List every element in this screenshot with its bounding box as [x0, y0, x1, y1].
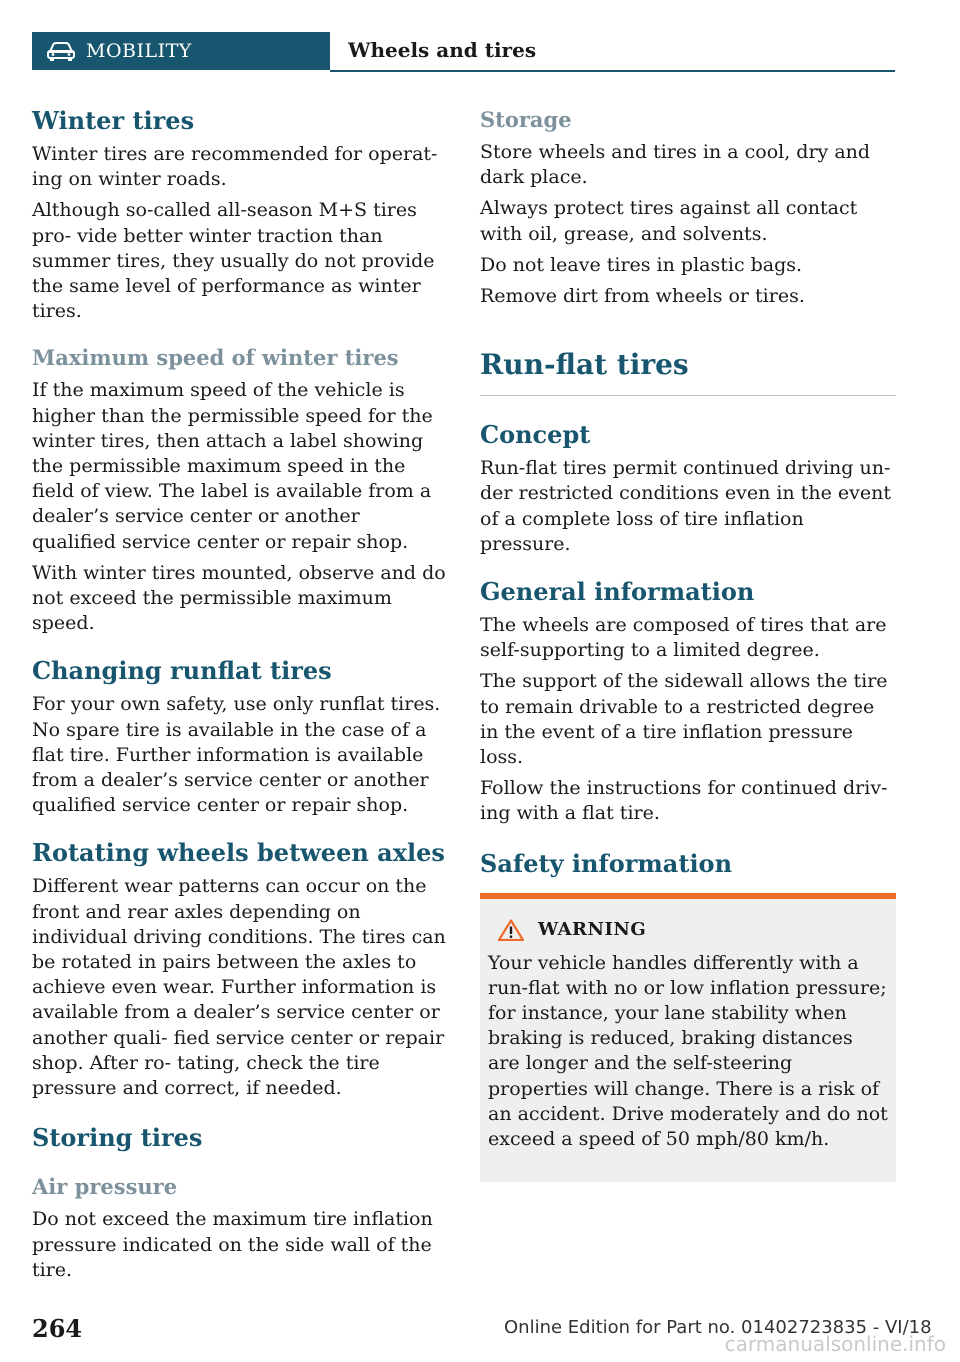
paragraph: Different wear patterns can occur on the front and rear axles depending on individual driving conditions. The tires can be rotated in pairs between the axles to achieve even wear. Further information is available from a dealer’s service center or another quali‐ fied service center or repair shop. After ro‐ tating, check the tire pressure and correct, if needed. [32, 875, 446, 1100]
heading-storage: Storage [480, 107, 572, 132]
page-header [32, 32, 895, 72]
left-column [32, 106, 448, 1283]
car-icon [46, 40, 76, 62]
warning-triangle-icon [498, 919, 524, 941]
heading-run-flat-tires: Run-flat tires [480, 348, 689, 382]
section-name: MOBILITY [86, 40, 192, 62]
heading-air-pressure: Air pressure [32, 1174, 178, 1200]
edition-note: Online Edition for Part no. 01402723835 - VI/18 [504, 1317, 932, 1338]
paragraph: Store wheels and tires in a cool, dry and dark place. [480, 141, 871, 189]
paragraph: Run-flat tires permit continued driving un‐ der restricted conditions even in the event of a complete loss of tire inflation pressure. [480, 457, 891, 555]
paragraph: Remove dirt from wheels or tires. [480, 285, 805, 308]
paragraph: The wheels are composed of tires that are self-supporting to a limited degree. [480, 614, 887, 662]
paragraph: Do not leave tires in plastic bags. [480, 253, 803, 276]
heading-safety-information: Safety information [480, 848, 733, 878]
paragraph: The support of the sidewall allows the tire to remain drivable to a restricted degree in the event of a tire inflation pressure loss. [480, 670, 888, 769]
paragraph: Follow the instructions for continued driv‐ ing with a flat tire. [480, 777, 888, 825]
paragraph: For your own safety, use only runflat tires. No spare tire is available in the case of a flat tire. Further information is available from a dealer’s service center or another qualified service center or repair shop. [32, 693, 441, 817]
page-number: 264 [32, 1314, 83, 1343]
warning-text: Your vehicle handles differently with a run-flat with no or low inflation pressure; for instance, your lane stability when braking is reduced, braking distances are longer and the self-steering properties will change. There is a risk of an accident. Drive moderately and do not exceed a speed of 50 mph/80 km/h. [488, 951, 888, 1151]
right-column [480, 106, 896, 1182]
heading-storing-tires: Storing tires [32, 1123, 203, 1153]
section-divider [480, 395, 896, 396]
heading-general-information: General information [480, 577, 755, 607]
paragraph: Winter tires are recommended for operat‐ ing on winter roads. [32, 143, 438, 191]
paragraph: Always protect tires against all contact with oil, grease, and solvents. [480, 197, 858, 245]
chapter-title: Wheels and tires [348, 38, 537, 62]
heading-rotating-wheels: Rotating wheels between axles [32, 838, 445, 868]
paragraph: Do not exceed the maximum tire inflation pressure indicated on the side wall of the tire. [32, 1208, 433, 1281]
warning-header [488, 919, 888, 941]
heading-concept: Concept [480, 420, 591, 450]
heading-changing-runflat: Changing runflat tires [32, 656, 332, 686]
header-divider [330, 70, 895, 72]
heading-max-speed: Maximum speed of winter tires [32, 345, 399, 371]
paragraph: Although so-called all-season M+S tires pro‐ vide better winter traction than summer tires, they usually do not provide the same level of performance as winter tires. [32, 199, 435, 323]
warning-label: WARNING [538, 919, 647, 941]
section-tab [32, 32, 330, 70]
paragraph: With winter tires mounted, observe and do not exceed the permissible maximum speed. [32, 561, 446, 635]
warning-box [480, 893, 896, 1183]
paragraph: If the maximum speed of the vehicle is higher than the permissible speed for the winter tires, then attach a label showing the permissible maximum speed in the field of view. The label is available from a dealer’s service center or another qualified service center or repair shop. [32, 379, 433, 553]
watermark: carmanualsonline.info [724, 1332, 946, 1356]
heading-winter-tires: Winter tires [32, 106, 195, 135]
